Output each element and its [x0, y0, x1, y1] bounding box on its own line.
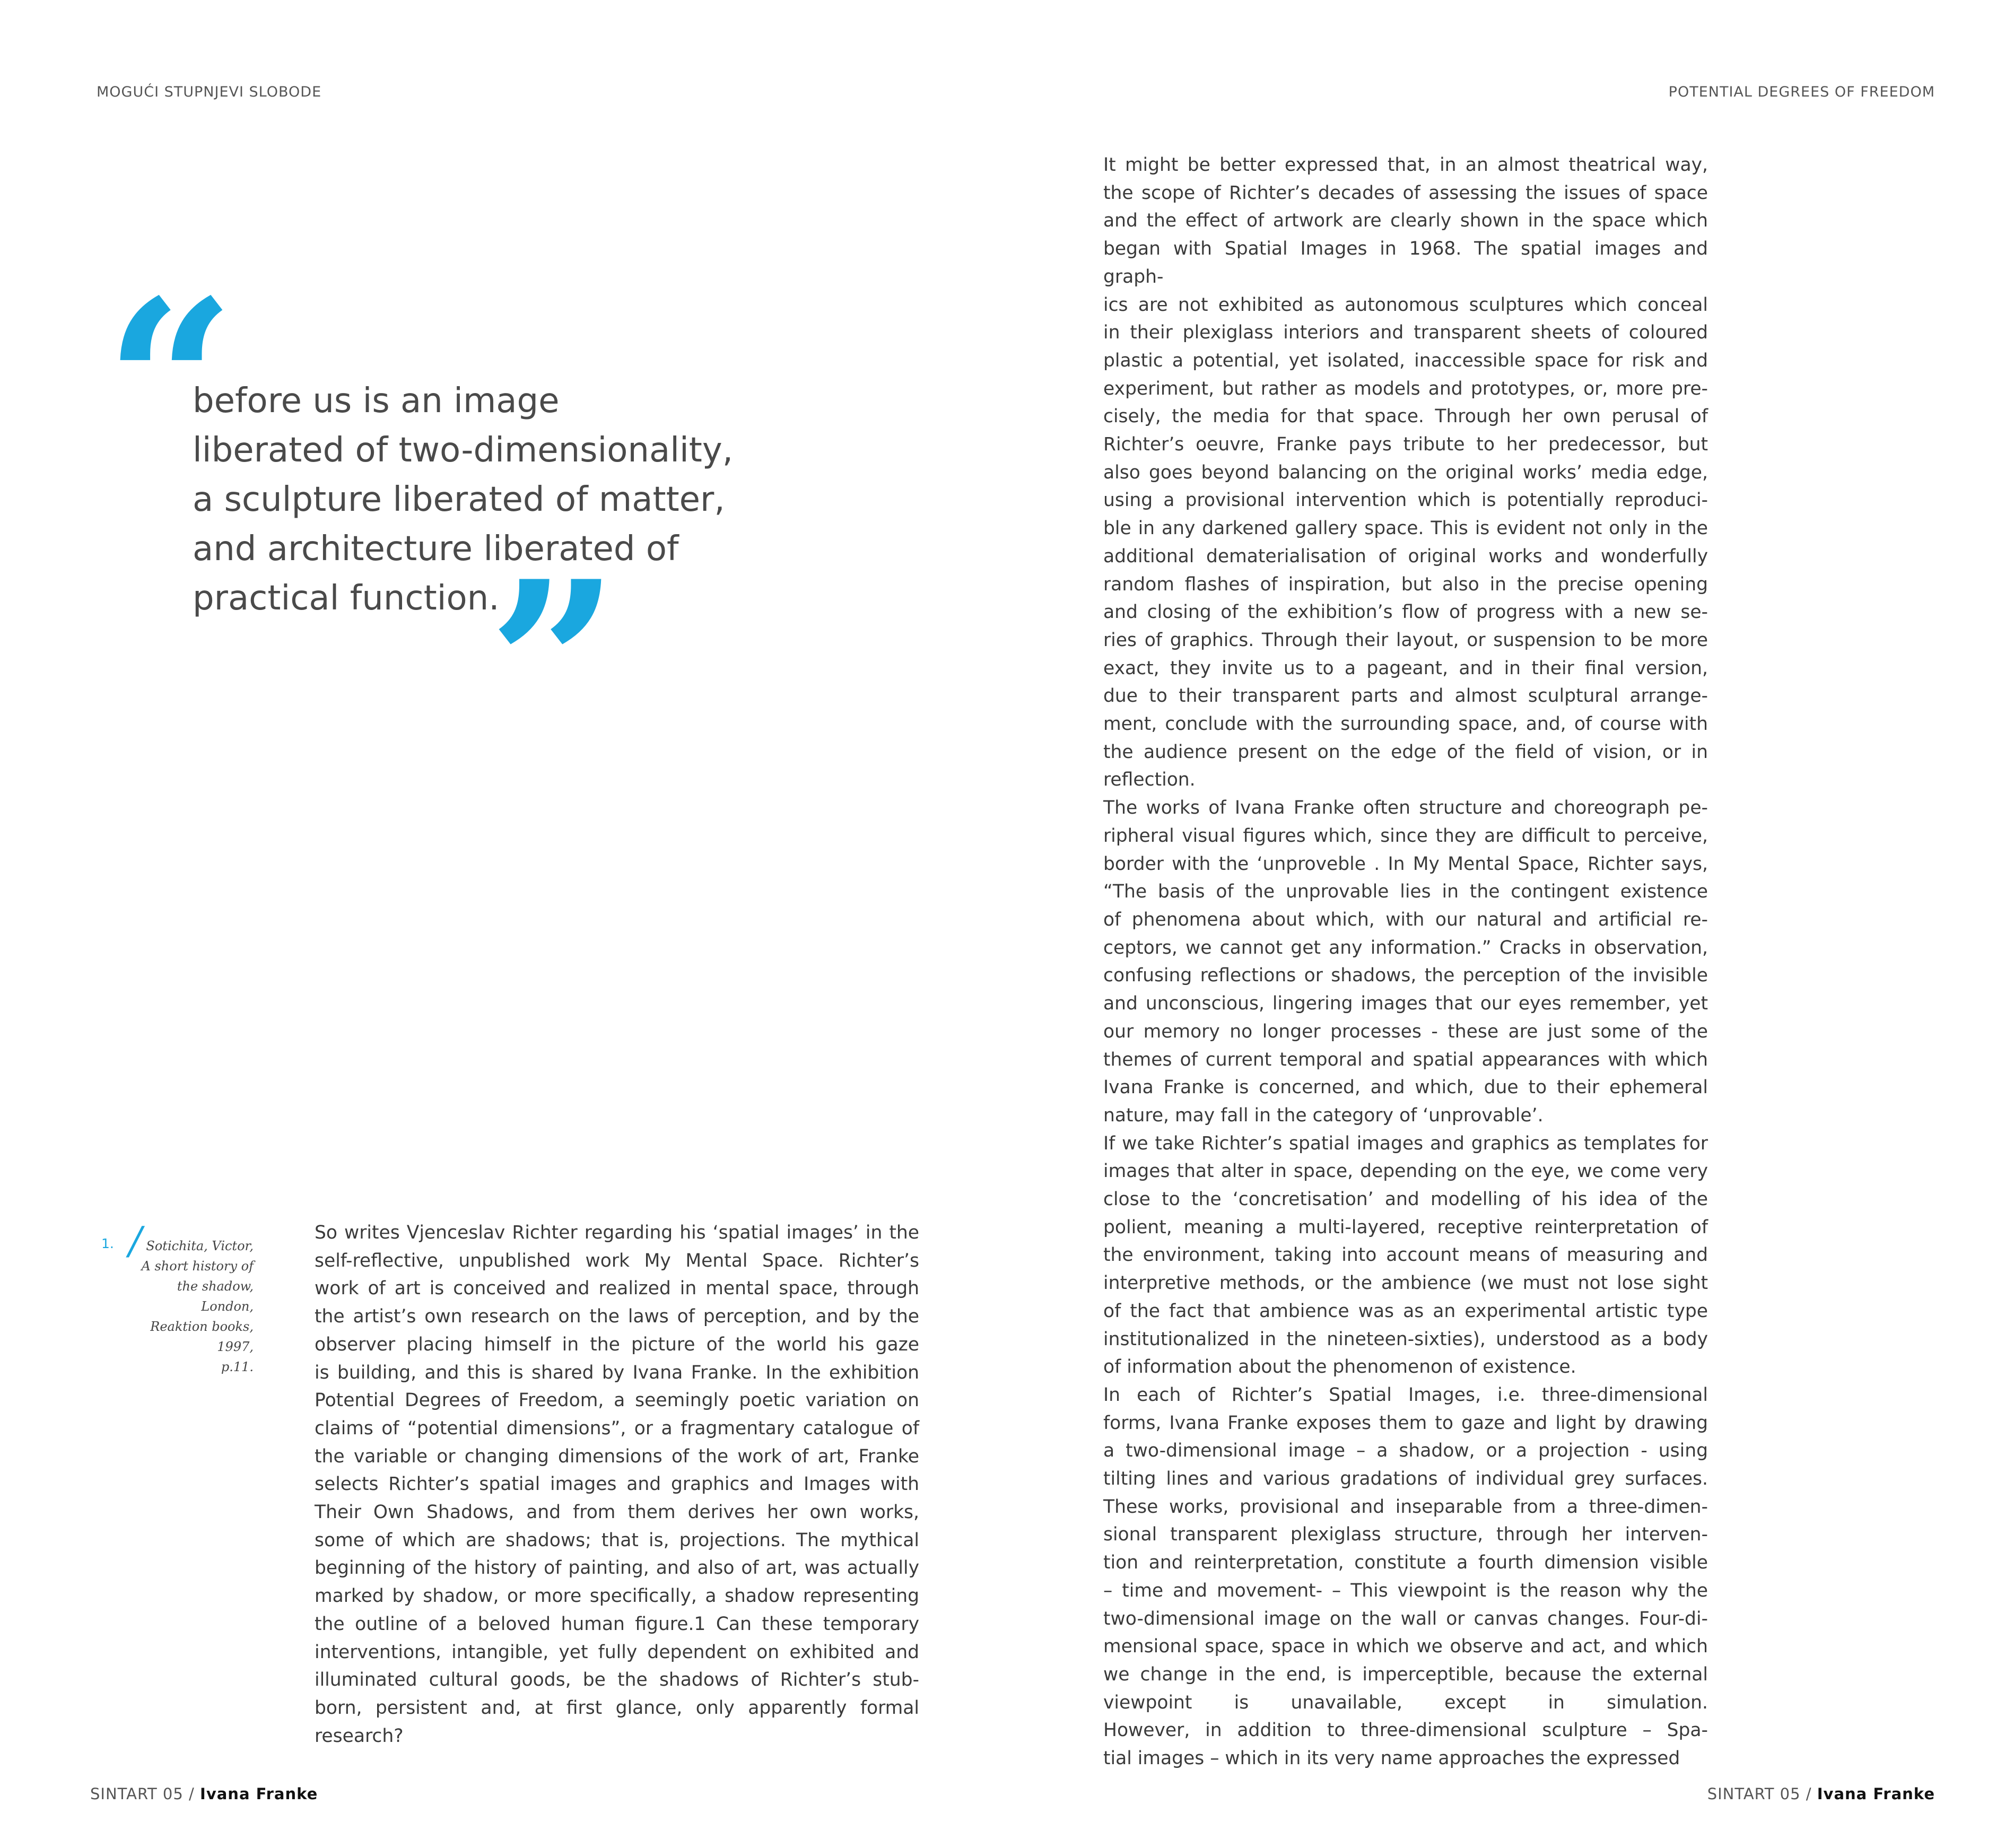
pull-quote-line: liberated of two-dimensionality, [193, 431, 734, 470]
footer-magazine: SINTART 05 / [1707, 1785, 1817, 1803]
text-line: cisely, the media for that space. Through her own perusal of [1103, 406, 1708, 428]
text-line: is building, and this is shared by Ivana Franke. In the exhibition [315, 1362, 919, 1383]
text-line: research? [315, 1725, 404, 1747]
text-line: of the fact that ambience was as an experimental artistic type [1103, 1300, 1708, 1322]
text-line: “The basis of the unprovable lies in the contingent existence [1103, 881, 1708, 903]
footnote-number: 1. [101, 1236, 114, 1251]
text-line: due to their transparent parts and almost sculptural arrange- [1103, 685, 1708, 707]
pull-quote-text [193, 377, 733, 623]
text-line: plastic a potential, yet isolated, inaccessible space for risk and [1103, 350, 1708, 371]
text-line: claims of “potential dimensions”, or a fragmentary catalogue of [315, 1417, 919, 1439]
footnote-line: p.11. [221, 1359, 254, 1374]
text-line: our memory no longer processes - these are just some of the [1103, 1021, 1708, 1042]
text-line: interventions, intangible, yet fully dependent on exhibited and [315, 1641, 919, 1663]
running-header-left: MOGUĆI STUPNJEVI SLOBODE [97, 84, 322, 100]
text-line: ries of graphics. Through their layout, or suspension to be more [1103, 629, 1708, 651]
text-line: In each of Richter’s Spatial Images, i.e. three-dimensional [1103, 1384, 1708, 1406]
text-line: Ivana Franke is concerned, and which, due to their ephemeral [1103, 1077, 1708, 1099]
text-line: beginning of the history of painting, and also of art, was actually [315, 1557, 919, 1579]
text-line: and unconscious, lingering images that our eyes remember, yet [1103, 993, 1708, 1015]
text-line: observer placing himself in the picture of the world his gaze [315, 1333, 919, 1355]
footer-author: Ivana Franke [200, 1785, 318, 1803]
text-line: in their plexiglass interiors and transparent sheets of coloured [1103, 322, 1708, 344]
text-line: two-dimensional image on the wall or canvas changes. Four-di- [1103, 1608, 1708, 1629]
text-line: of information about the phenomenon of existence. [1103, 1356, 1576, 1378]
text-line: selects Richter’s spatial images and graphics and Images with [315, 1474, 919, 1495]
footer-right [1707, 1785, 1935, 1803]
text-line: ment, conclude with the surrounding space, and, of course with [1103, 713, 1708, 735]
text-line: forms, Ivana Franke exposes them to gaze and light by drawing [1103, 1412, 1708, 1434]
footer-magazine: SINTART 05 / [90, 1785, 201, 1803]
text-line: However, in addition to three-dimensional sculpture – Spa- [1103, 1720, 1708, 1741]
text-line: nature, may fall in the category of ‘unprovable’. [1103, 1104, 1544, 1126]
pull-quote-line: practical function. [193, 579, 500, 618]
text-line: the audience present on the edge of the field of vision, or in [1103, 741, 1708, 763]
footnote-slash-icon: / [129, 1218, 142, 1263]
footer-left [90, 1785, 318, 1803]
footnote-line: A short history of [141, 1259, 254, 1274]
text-line: of phenomena about which, with our natural and artificial re- [1103, 909, 1708, 930]
text-line: reflection. [1103, 769, 1196, 791]
text-line: confusing reflections or shadows, the perception of the invisible [1103, 965, 1708, 987]
text-line: Richter’s oeuvre, Franke pays tribute to her predecessor, but [1103, 434, 1708, 456]
text-line: close to the ‘concretisation’ and modelling of his idea of the [1103, 1189, 1708, 1210]
text-line: ripheral visual figures which, since they are difficult to perceive, [1103, 825, 1708, 847]
text-line: additional dematerialisation of original works and wonderfully [1103, 545, 1708, 567]
text-line: marked by shadow, or more specifically, a shadow representing [315, 1585, 919, 1607]
text-line: tilting lines and various gradations of individual grey surfaces. [1103, 1468, 1708, 1490]
footnote-line: Sotichita, Victor, [146, 1239, 254, 1253]
text-line: also goes beyond balancing on the original works’ media edge, [1103, 461, 1708, 483]
close-quote-icon: ” [488, 531, 620, 799]
text-line: the variable or changing dimensions of the work of art, Franke [315, 1445, 919, 1467]
text-line: If we take Richter’s spatial images and graphics as templates for [1103, 1132, 1708, 1154]
text-line: random flashes of inspiration, but also in the precise opening [1103, 573, 1708, 595]
footnote-line: Reaktion books, 1997, [150, 1319, 254, 1354]
footnote-line: the shadow, London, [177, 1279, 254, 1314]
text-line: tial images – which in its very name approaches the expressed [1103, 1748, 1680, 1769]
text-line: institutionalized in the nineteen-sixties), understood as a body [1103, 1328, 1708, 1350]
text-line: some of which are shadows; that is, projections. The mythical [315, 1529, 919, 1551]
footer-author: Ivana Franke [1817, 1785, 1935, 1803]
pull-quote-line: a sculpture liberated of matter, [193, 480, 725, 519]
text-line: border with the ‘unproveble . In My Mental Space, Richter says, [1103, 853, 1708, 875]
running-header-right: POTENTIAL DEGREES OF FREEDOM [1668, 84, 1935, 100]
text-line: the outline of a beloved human figure.1 Can these temporary [315, 1613, 919, 1635]
footnote-text [140, 1236, 254, 1377]
text-line: tion and reinterpretation, constitute a fourth dimension visible [1103, 1552, 1708, 1574]
text-line: born, persistent and, at first glance, only apparently formal [315, 1697, 919, 1719]
text-line: These works, provisional and inseparable from a three-dimen- [1103, 1496, 1708, 1518]
text-line: viewpoint is unavailable, except in simulation. [1103, 1692, 1708, 1713]
open-quote-icon: “ [104, 250, 236, 518]
text-line: exact, they invite us to a pageant, and in their final version, [1103, 657, 1708, 679]
text-line: So writes Vjenceslav Richter regarding his ‘spatial images’ in the [315, 1222, 919, 1243]
text-line: and closing of the exhibition’s flow of progress with a new se- [1103, 602, 1708, 623]
text-line: ble in any darkened gallery space. This is evident not only in the [1103, 518, 1708, 539]
text-line: work of art is conceived and realized in mental space, through [315, 1278, 919, 1300]
text-line: Potential Degrees of Freedom, a seemingly poetic variation on [315, 1390, 919, 1411]
text-line: images that alter in space, depending on the eye, we come very [1103, 1161, 1708, 1182]
text-line: themes of current temporal and spatial appearances with which [1103, 1049, 1708, 1070]
text-line: and the effect of artwork are clearly shown in the space which [1103, 210, 1708, 232]
text-line: the scope of Richter’s decades of assessing the issues of space [1103, 182, 1708, 204]
text-line: using a provisional intervention which is potentially reproduci- [1103, 490, 1708, 511]
text-line: ics are not exhibited as autonomous sculptures which conceal [1103, 294, 1708, 316]
text-line: interpretive methods, or the ambience (we must not lose sight [1103, 1272, 1708, 1294]
text-line: Their Own Shadows, and from them derives her own works, [315, 1502, 919, 1523]
text-line: – time and movement- – This viewpoint is the reason why the [1103, 1580, 1708, 1601]
pull-quote-line: before us is an image [193, 381, 560, 421]
text-line: It might be better expressed that, in an almost theatrical way, [1103, 154, 1708, 176]
text-line: The works of Ivana Franke often structure and choreograph pe- [1103, 797, 1708, 819]
text-line: polient, meaning a multi-layered, receptive reinterpretation of [1103, 1216, 1708, 1238]
pull-quote-line: and architecture liberated of [193, 529, 679, 569]
text-line: a two-dimensional image – a shadow, or a projection - using [1103, 1440, 1708, 1462]
body-text-left-column [315, 1219, 919, 1750]
text-line: the environment, taking into account means of measuring and [1103, 1244, 1708, 1266]
text-line: illuminated cultural goods, be the shadows of Richter’s stub- [315, 1669, 919, 1691]
body-text-right-column [1103, 151, 1708, 1773]
text-line: the artist’s own research on the laws of perception, and by the [315, 1306, 919, 1328]
text-line: sional transparent plexiglass structure, through her interven- [1103, 1524, 1708, 1546]
text-line: experiment, but rather as models and prototypes, or, more pre- [1103, 378, 1708, 399]
text-line: ceptors, we cannot get any information.” Cracks in observation, [1103, 937, 1708, 958]
text-line: mensional space, space in which we observe and act, and which [1103, 1636, 1708, 1658]
pull-quote [104, 250, 743, 799]
text-line: began with Spatial Images in 1968. The spatial images and graph- [1103, 238, 1708, 287]
text-line: self-reflective, unpublished work My Mental Space. Richter’s [315, 1250, 919, 1271]
text-line: we change in the end, is imperceptible, because the external [1103, 1663, 1708, 1685]
